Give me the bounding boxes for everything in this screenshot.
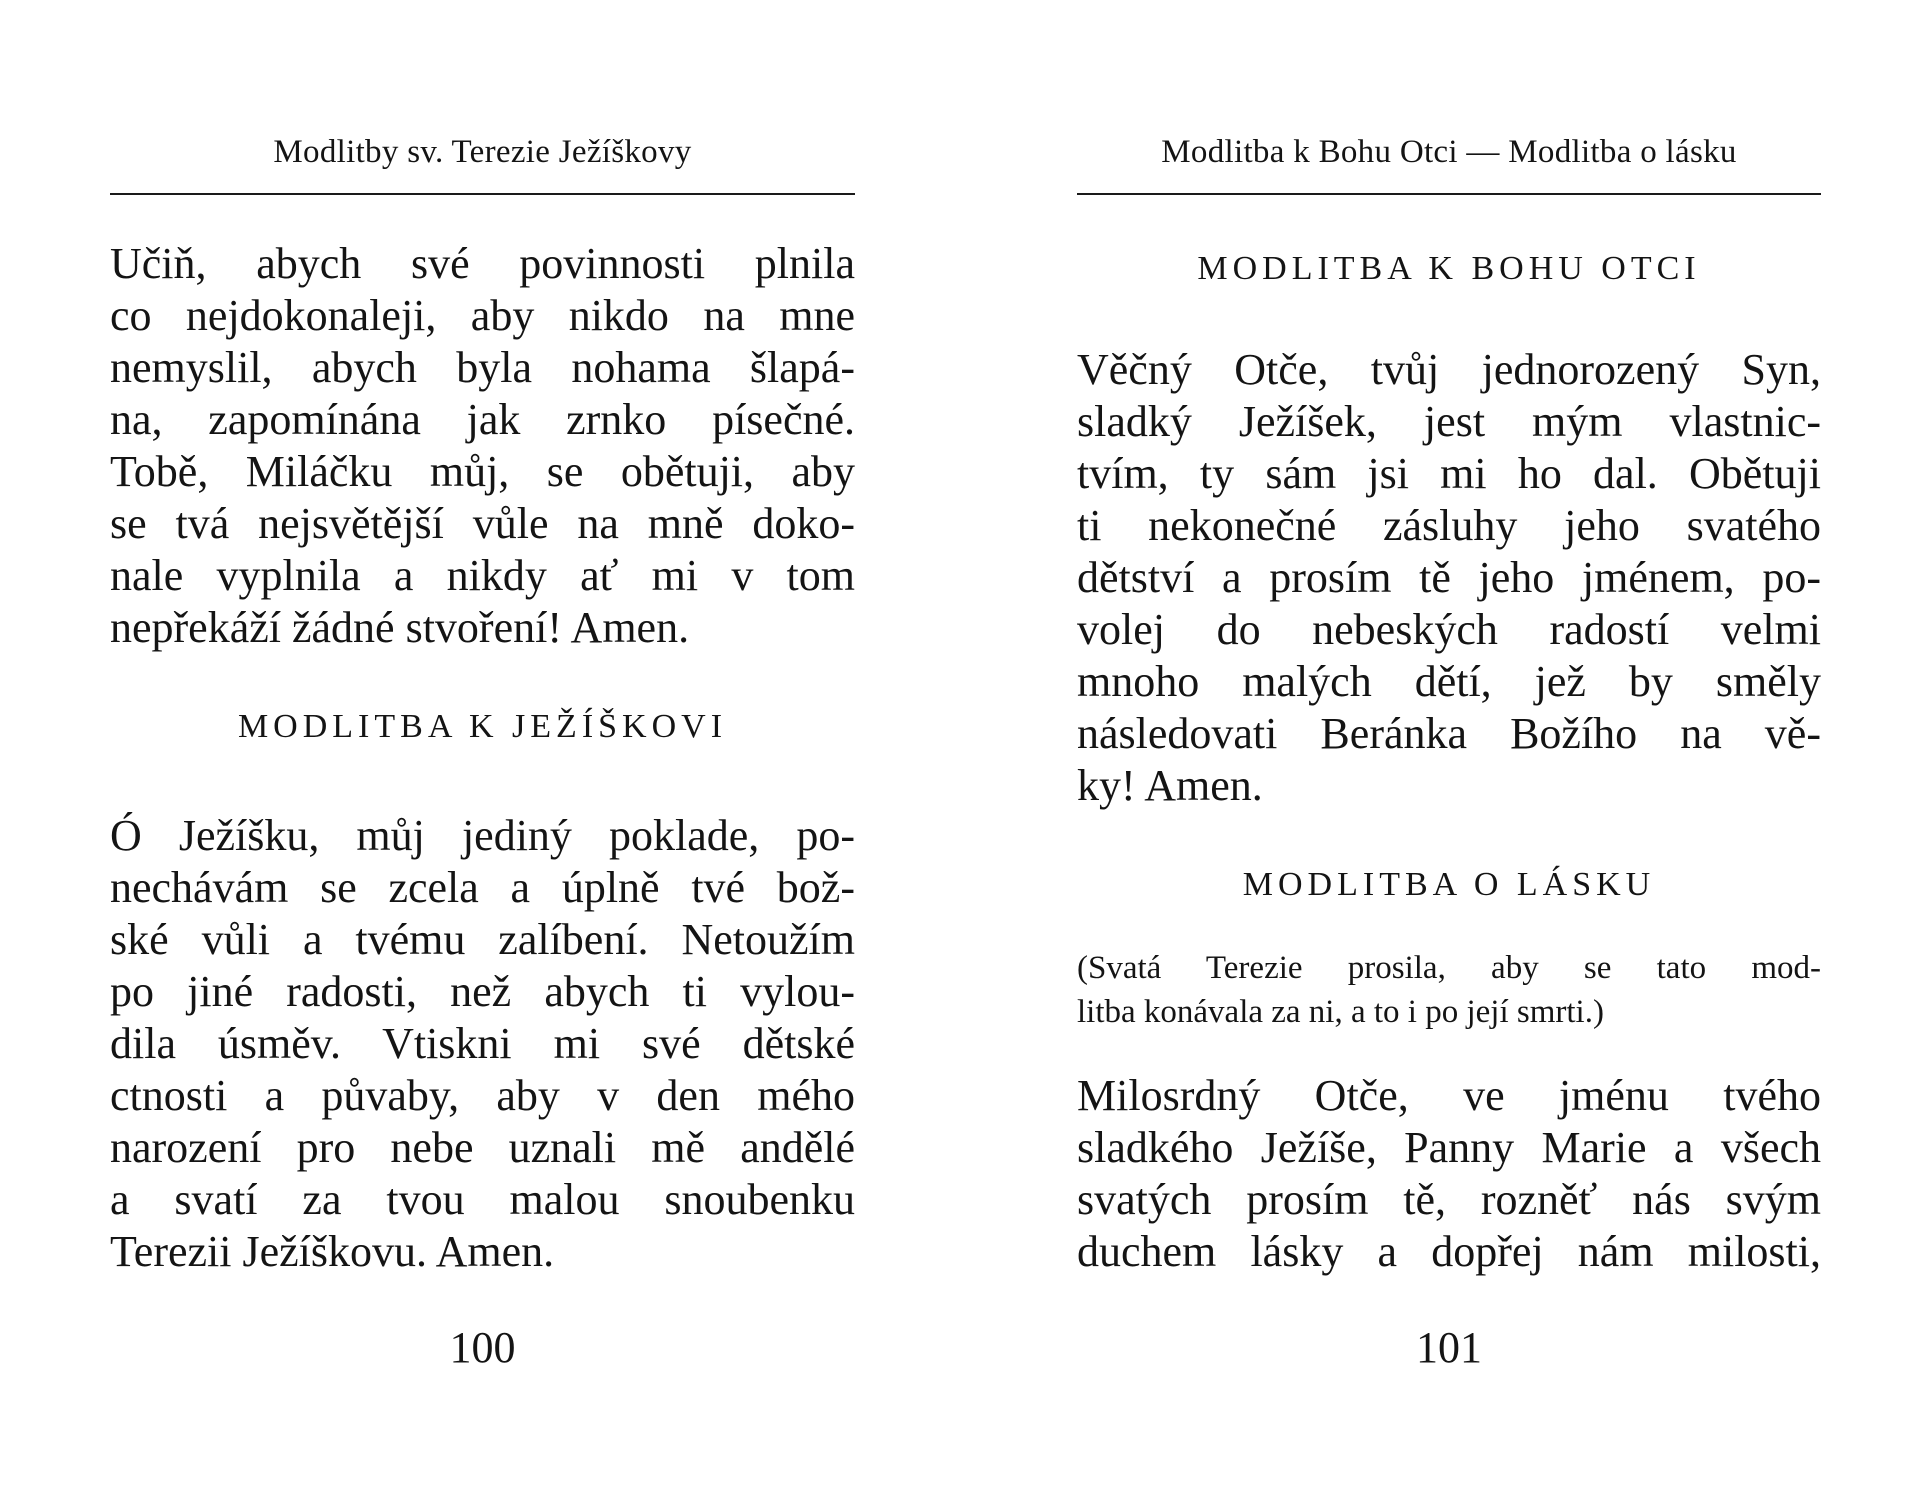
text-line: nepřekáží žádné stvoření! Amen. (110, 603, 690, 652)
text-line: svatých prosím tě, rozněť nás svým (1077, 1175, 1821, 1224)
right-section-heading-1: MODLITBA K BOHU OTCI (1197, 250, 1701, 287)
note-line: litba konávala za ni, a to i po její smrti.) (1077, 994, 1604, 1030)
text-line: následovati Beránka Božího na vě- (1077, 709, 1821, 758)
text-line: Ó Ježíšku, můj jediný poklade, po- (110, 811, 855, 860)
text-line: ské vůli a tvému zalíbení. Netoužím (110, 915, 855, 964)
right-parenthetical-note (1077, 946, 1821, 1034)
right-header-rule (1077, 193, 1821, 195)
text-line: Milosrdný Otče, ve jménu tvého (1077, 1071, 1821, 1120)
text-line: nemyslil, abych byla nohama šlapá- (110, 343, 855, 392)
right-prayer-for-love (1077, 1070, 1821, 1278)
text-line: ctnosti a půvaby, aby v den mého (110, 1071, 855, 1120)
text-line: narození pro nebe uznali mě andělé (110, 1123, 855, 1172)
text-line: ti nekonečné zásluhy jeho svatého (1077, 501, 1821, 550)
note-line: (Svatá Terezie prosila, aby se tato mod- (1077, 950, 1821, 986)
text-line: Věčný Otče, tvůj jednorozený Syn, (1077, 345, 1821, 394)
right-running-head: Modlitba k Bohu Otci — Modlitba o lásku (1161, 134, 1737, 170)
text-line: co nejdokonaleji, aby nikdo na mne (110, 291, 855, 340)
text-line: Tobě, Miláčku můj, se obětuji, aby (110, 447, 855, 496)
text-line: Učiň, abych své povinnosti plnila (110, 239, 855, 288)
right-prayer-to-father (1077, 344, 1821, 812)
text-line: a svatí za tvou malou snoubenku (110, 1175, 855, 1224)
text-line: na, zapomínána jak zrnko písečné. (110, 395, 855, 444)
right-page-number: 101 (1416, 1323, 1482, 1372)
left-page (110, 0, 855, 1500)
text-line: sladkého Ježíše, Panny Marie a všech (1077, 1123, 1821, 1172)
right-page (1077, 0, 1821, 1500)
text-line: se tvá nejsvětější vůle na mně doko- (110, 499, 855, 548)
text-line: mnoho malých dětí, jež by směly (1077, 657, 1821, 706)
left-running-head: Modlitby sv. Terezie Ježíškovy (273, 134, 692, 170)
text-line: tvím, ty sám jsi mi ho dal. Obětuji (1077, 449, 1821, 498)
text-line: ky! Amen. (1077, 761, 1263, 810)
right-section-heading-2: MODLITBA O LÁSKU (1242, 866, 1656, 903)
left-header-rule (110, 193, 855, 195)
left-prayer-to-jesus (110, 810, 855, 1278)
text-line: duchem lásky a dopřej nám milosti, (1077, 1227, 1821, 1276)
text-line: po jiné radosti, než abych ti vylou- (110, 967, 855, 1016)
left-section-heading: MODLITBA K JEŽÍŠKOVI (237, 708, 728, 745)
text-line: Terezii Ježíškovu. Amen. (110, 1227, 555, 1276)
text-line: volej do nebeských radostí velmi (1077, 605, 1821, 654)
text-line: dětství a prosím tě jeho jménem, po- (1077, 553, 1821, 602)
left-page-number: 100 (449, 1323, 516, 1372)
text-line: dila úsměv. Vtiskni mi své dětské (110, 1019, 855, 1068)
text-line: sladký Ježíšek, jest mým vlastnic- (1077, 397, 1821, 446)
text-line: nechávám se zcela a úplně tvé bož- (110, 863, 855, 912)
left-prayer-continuation (110, 238, 855, 654)
text-line: nale vyplnila a nikdy ať mi v tom (110, 551, 855, 600)
